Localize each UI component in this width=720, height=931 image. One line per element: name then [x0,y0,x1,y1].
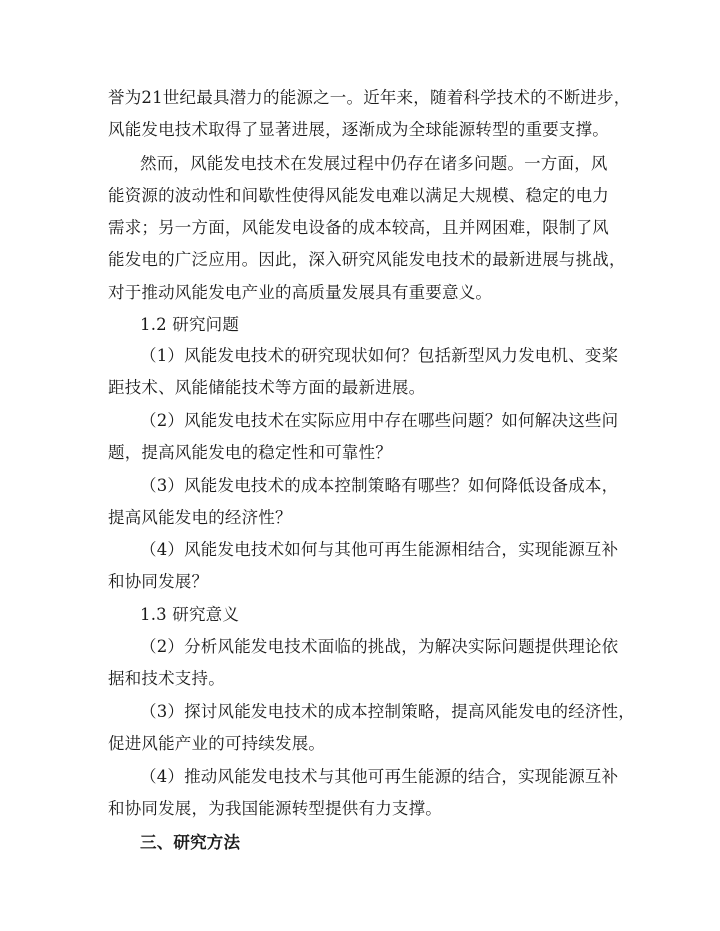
list-item-line: （4）风能发电技术如何与其他可再生能源相结合，实现能源互补 [140,540,619,559]
list-item-line: （2）分析风能发电技术面临的挑战，为解决实际问题提供理论依 [140,637,619,656]
chapter-heading-research-methods: 三、研究方法 [140,833,241,852]
list-item-line: （1）风能发电技术的研究现状如何？包括新型风力发电机、变桨 [140,346,619,365]
paragraph-line: 然而，风能发电技术在发展过程中仍存在诸多问题。一方面，风 [140,154,608,173]
list-item-line: 据和技术支持。 [108,669,225,688]
list-item-line: 和协同发展？ [108,572,209,591]
list-item-line: 促进风能产业的可持续发展。 [108,734,326,753]
list-item-line: （3）风能发电技术的成本控制策略有哪些？如何降低设备成本， [140,476,619,495]
list-item-line: （3）探讨风能发电技术的成本控制策略，提高风能发电的经济性， [140,702,635,721]
list-item-line: 提高风能发电的经济性？ [108,508,292,527]
paragraph-line: 能资源的波动性和间歇性使得风能发电难以满足大规模、稳定的电力 [108,186,609,205]
list-item-line: 和协同发展，为我国能源转型提供有力支撑。 [108,799,442,818]
paragraph-line: 风能发电技术取得了显著进展，逐渐成为全球能源转型的重要支撑。 [108,120,609,139]
paragraph-line: 对于推动风能发电产业的高质量发展具有重要意义。 [108,283,493,302]
section-heading-1-3: 1.3 研究意义 [140,605,240,624]
list-item-line: （4）推动风能发电技术与其他可再生能源的结合，实现能源互补 [140,767,619,786]
list-item-line: 题，提高风能发电的稳定性和可靠性？ [108,443,392,462]
list-item-line: 距技术、风能储能技术等方面的最新进展。 [108,378,426,397]
paragraph-line: 需求；另一方面，风能发电设备的成本较高，且并网困难，限制了风 [108,218,609,237]
list-item-line: （2）风能发电技术在实际应用中存在哪些问题？如何解决这些问 [140,411,619,430]
paragraph-line: 誉为21世纪最具潜力的能源之一。近年来，随着科学技术的不断进步， [108,88,631,107]
paragraph-line: 能发电的广泛应用。因此，深入研究风能发电技术的最新进展与挑战， [108,250,626,269]
section-heading-1-2: 1.2 研究问题 [140,315,240,334]
